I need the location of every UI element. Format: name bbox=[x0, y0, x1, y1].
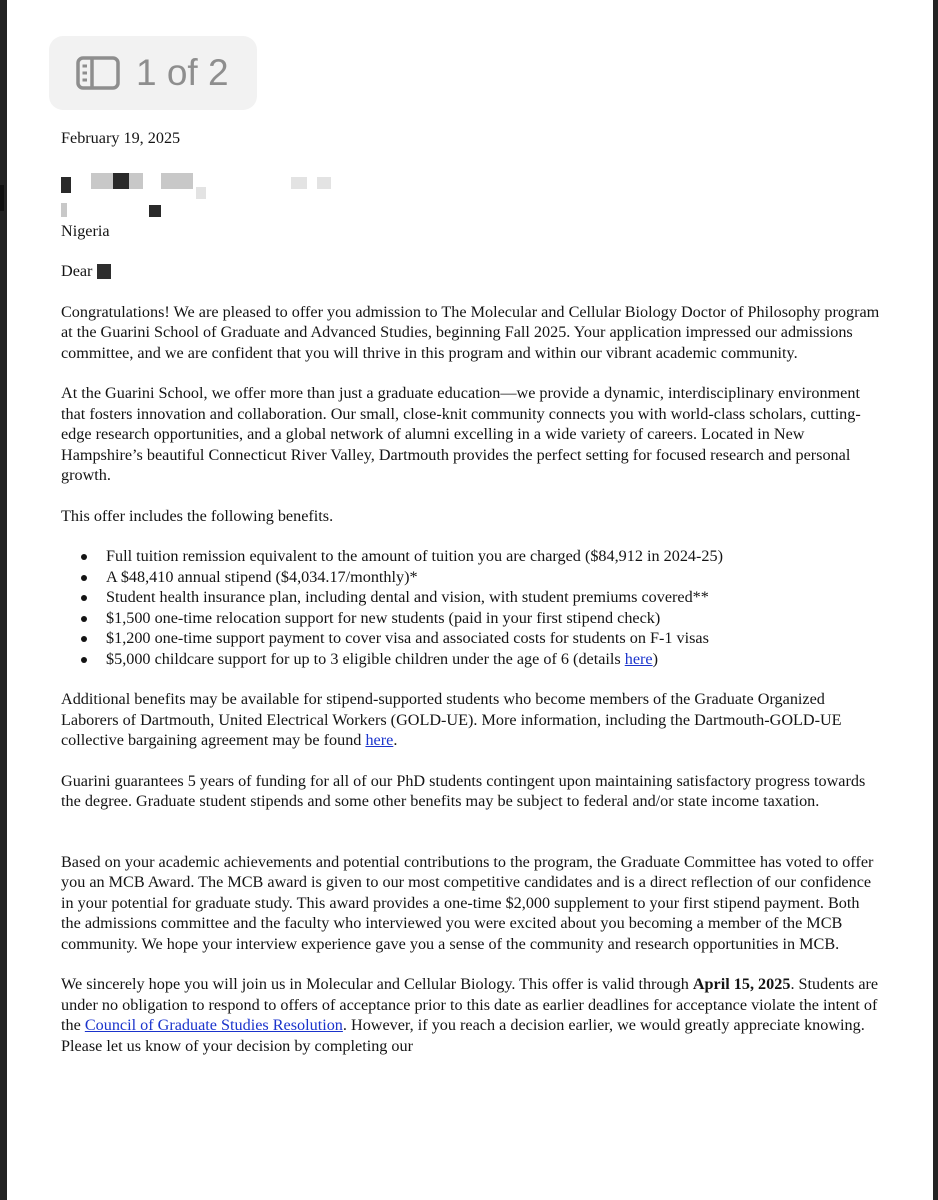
letter-body bbox=[61, 128, 881, 1056]
letter-date: February 19, 2025 bbox=[61, 129, 181, 147]
paragraph-congratulations: Congratulations! We are pleased to offer you admission to The Molecular and Cellular Biology Doctor of Philosophy program at the Guarini School of Graduate and Advanced Studies, beginning Fall 2025. Your application impressed our admissions committee, and we are confident that you will thrive in this program and within our vibrant academic community. bbox=[61, 302, 880, 362]
page-indicator[interactable] bbox=[49, 36, 257, 110]
redacted-address bbox=[61, 173, 881, 199]
childcare-text: $5,000 childcare support for up to 3 eligible children under the age of 6 (details bbox=[106, 649, 621, 668]
salutation bbox=[61, 261, 881, 282]
deadline-text-c: . However, if you reach a decision earlier, we would greatly appreciate knowing. Please let us know of your decision by completing our bbox=[61, 1016, 865, 1055]
list-item: Full tuition remission equivalent to the amount of tuition you are charged ($84,912 in 2024-25) bbox=[106, 546, 881, 567]
paragraph-gold-ue bbox=[61, 689, 881, 751]
salutation-text: Dear bbox=[61, 262, 93, 280]
page-indicator-label: 1 of 2 bbox=[136, 52, 229, 93]
cgs-resolution-link[interactable]: Council of Graduate Studies Resolution bbox=[84, 1016, 343, 1034]
paragraph-funding: Guarini guarantees 5 years of funding for all of our PhD students contingent upon maintaining satisfactory progress towards the degree. Graduate student stipends and some other benefits may be subject to federal and/or state income taxation. bbox=[61, 771, 866, 810]
paragraph-mcb-award: Based on your academic achievements and potential contributions to the program, the Graduate Committee has voted to offer you an MCB Award. The MCB award is given to our most competitive candidates and is a direct reflection of our confidence in your potential for graduate study. This award provides a one-time $2,000 supplement to your first stipend payment. Both the admissions committee and the faculty who interviewed you were excited about you becoming a member of the MCB community. We hope your interview experience gave you a sense of the community and research opportunities in MCB. bbox=[61, 852, 874, 953]
gold-ue-text: Additional benefits may be available for stipend-supported students who become members of the Graduate Organized Laborers of Dartmouth, United Electrical Workers (GOLD-UE). More information, including the Dartmouth-GOLD-UE collective bargaining agreement may be found bbox=[61, 690, 842, 749]
list-item: $1,500 one-time relocation support for new students (paid in your first stipend check) bbox=[106, 608, 881, 629]
redacted-name bbox=[97, 264, 111, 279]
list-item bbox=[106, 649, 881, 670]
deadline-text-a: We sincerely hope you will join us in Molecular and Cellular Biology. This offer is valid through bbox=[61, 975, 689, 993]
childcare-details-link[interactable]: here bbox=[624, 649, 653, 668]
gold-ue-end: . bbox=[393, 731, 398, 749]
list-item: A $48,410 annual stipend ($4,034.17/monthly)* bbox=[106, 567, 881, 588]
childcare-close: ) bbox=[652, 649, 658, 668]
paragraph-offer-deadline bbox=[61, 974, 881, 1056]
benefits-list bbox=[61, 546, 881, 669]
bargaining-agreement-link[interactable]: here bbox=[365, 731, 394, 749]
deadline-date: April 15, 2025 bbox=[692, 975, 791, 993]
list-item: Student health insurance plan, including dental and vision, with student premiums covered** bbox=[106, 587, 881, 608]
document-page bbox=[7, 0, 933, 1200]
window-edge-mark bbox=[0, 185, 4, 211]
redacted-city bbox=[61, 199, 881, 221]
deadline-text-b: . Students are under no obligation to respond to offers of acceptance prior to this date as earlier deadlines for acceptance violate the intent of the bbox=[61, 975, 879, 1034]
letter-country: Nigeria bbox=[61, 221, 110, 240]
sidebar-icon bbox=[76, 56, 120, 90]
list-item: $1,200 one-time support payment to cover visa and associated costs for students on F-1 visas bbox=[106, 628, 881, 649]
paragraph-benefits-intro: This offer includes the following benefits. bbox=[61, 506, 334, 525]
paragraph-guarini-school: At the Guarini School, we offer more than just a graduate education—we provide a dynamic, interdisciplinary environment that fosters innovation and collaboration. Our small, close-knit community connects you with world-class scholars, cutting-edge research opportunities, and a global network of alumni excelling in a wide variety of careers. Located in New Hampshire’s beautiful Connecticut River Valley, Dartmouth provides the perfect setting for focused research and personal growth. bbox=[61, 384, 861, 484]
